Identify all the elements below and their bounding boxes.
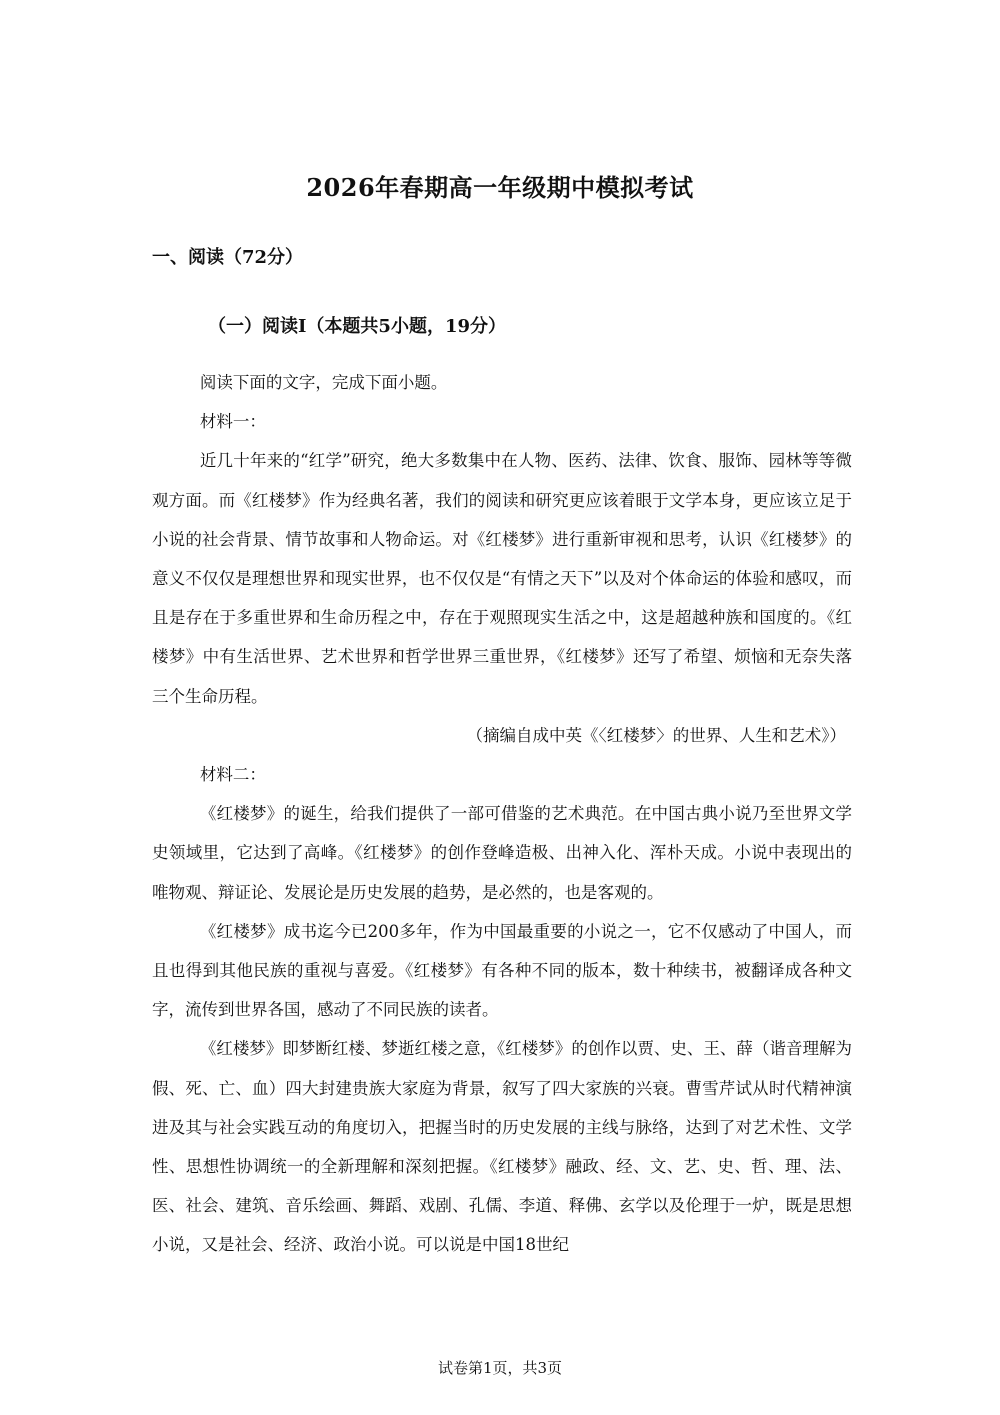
material-2-paragraph-3: 《红楼梦》即梦断红楼、梦逝红楼之意，《红楼梦》的创作以贾、史、王、薛（谐音理解为假、死、亡、血）四大封建贵族大家庭为背景，叙写了四大家族的兴衰。曹雪芹试从时代精神演进及其与社会实践互动的角度切入，把握当时的历史发展的主线与脉络，达到了对艺术性、文学性、思想性协调统一的全新理解和深刻把握。《红楼梦》融政、经、文、艺、史、哲、理、法、医、社会、建筑、音乐绘画、舞蹈、戏剧、孔儒、李道、释佛、玄学以及伦理于一炉，既是思想小说，又是社会、经济、政治小说。可以说是中国18世纪: [152, 1039, 852, 1255]
page-footer: 试卷第1页，共3页: [437, 1359, 563, 1377]
reading-passage: [152, 363, 852, 1265]
material-1-paragraph: 近几十年来的“红学”研究，绝大多数集中在人物、医药、法律、饮食、服饰、园林等等微观方面。而《红楼梦》作为经典名著，我们的阅读和研究更应该着眼于文学本身，更应该立足于小说的社会背景、情节故事和人物命运。对《红楼梦》进行重新审视和思考，认识《红楼梦》的意义不仅仅是理想世界和现实世界，也不仅仅是“有情之天下”以及对个体命运的体验和感叹，而且是存在于多重世界和生命历程之中，存在于观照现实生活之中，这是超越种族和国度的。《红楼梦》中有生活世界、艺术世界和哲学世界三重世界，《红楼梦》还写了希望、烦恼和无奈失落三个生命历程。: [152, 451, 852, 706]
material-2-label: 材料二：: [199, 765, 266, 785]
material-2-paragraph-2: 《红楼梦》成书迄今已200多年，作为中国最重要的小说之一，它不仅感动了中国人，而且也得到其他民族的重视与喜爱。《红楼梦》有各种不同的版本，数十种续书，被翻译成各种文字，流传到世界各国，感动了不同民族的读者。: [152, 921, 852, 1020]
material-1-label: 材料一：: [199, 412, 266, 432]
instruction-text: 阅读下面的文字，完成下面小题。: [199, 373, 448, 392]
sub-heading: （一）阅读I（本题共5小题，19分）: [208, 316, 506, 337]
material-1-source: （摘编自成中英《〈红楼梦〉的世界、人生和艺术》）: [466, 725, 846, 745]
section-heading: 一、阅读（72分）: [152, 247, 304, 268]
material-2-paragraph-1: 《红楼梦》的诞生，给我们提供了一部可借鉴的艺术典范。在中国古典小说乃至世界文学史领域里，它达到了高峰。《红楼梦》的创作登峰造极、出神入化、浑朴天成。小说中表现出的唯物观、辩证论、发展论是历史发展的趋势，是必然的，也是客观的。: [152, 804, 852, 902]
exam-title: 2026年春期高一年级期中模拟考试: [306, 173, 694, 202]
